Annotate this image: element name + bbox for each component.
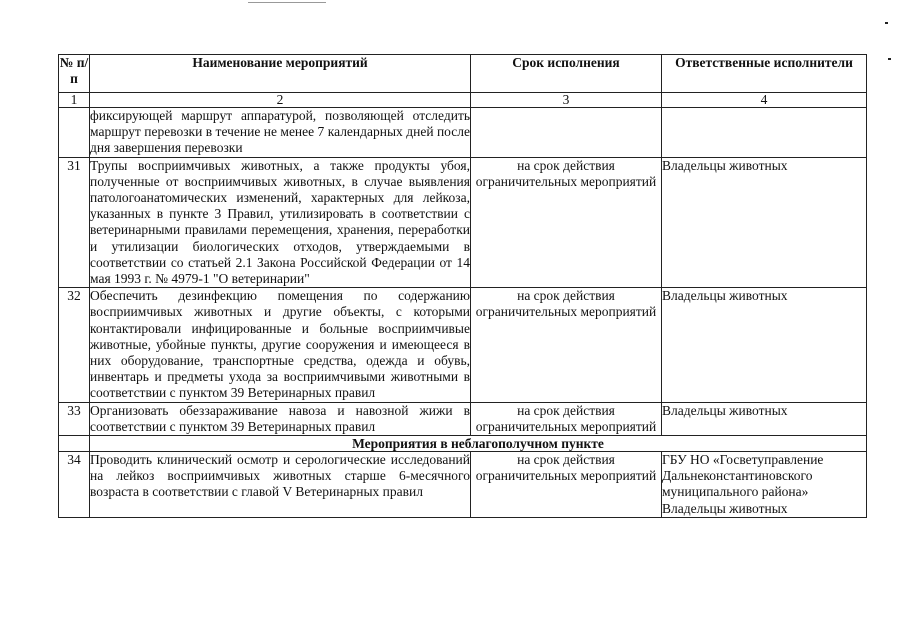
responsible-text (662, 108, 867, 158)
column-numbers-row (59, 93, 867, 108)
scan-mark (885, 22, 888, 24)
measure-text: фиксирующей маршрут аппаратурой, позволяющей отследить маршрут перевозки в течение не менее 7 календарных дней после дня завершения перевозки (90, 108, 470, 156)
deadline-text: на срок действия ограничительных мероприятий (471, 452, 662, 518)
column-number: 2 (90, 93, 471, 108)
table-row (59, 402, 867, 435)
top-scan-line (248, 2, 326, 3)
column-number: 3 (471, 93, 662, 108)
table-header-row (59, 55, 867, 93)
measures-table (58, 54, 867, 518)
measure-text: Трупы восприимчивых животных, а также продукты убоя, полученные от восприимчивых животных, в случае выявления патологоанатомических изменений, характерных для лейкоза, указанных в пункте 3 Правил, утилизировать в соответствии с ветеринарными правилами перемещения, хранения, переработки и утилизации биологических отходов, утверждаемыми в соответствии со статьей 2.1 Закона Российской Федерации от 14 мая 1993 г. № 4979-1 "О ветеринарии" (90, 157, 470, 287)
section-title: Мероприятия в неблагополучном пункте (90, 436, 867, 452)
table-row (59, 288, 867, 402)
deadline-text: на срок действия ограничительных мероприятий (471, 402, 662, 435)
header-deadline: Срок исполнения (471, 55, 662, 93)
row-number: 31 (59, 157, 90, 288)
section-empty-cell (59, 436, 90, 452)
column-number: 4 (662, 93, 867, 108)
header-num: № п/п (59, 55, 90, 93)
row-number (59, 108, 90, 158)
row-number: 34 (59, 452, 90, 518)
measure-text: Организовать обеззараживание навоза и навозной жижи в соответствии с пунктом 39 Ветеринарных правил (90, 402, 470, 434)
column-number: 1 (59, 93, 90, 108)
scan-mark (888, 58, 891, 60)
responsible-text: Владельцы животных (662, 288, 867, 402)
responsible-text: Владельцы животных (662, 402, 867, 435)
row-number: 32 (59, 288, 90, 402)
header-responsible: Ответственные исполнители (662, 55, 867, 93)
deadline-text: на срок действия ограничительных мероприятий (471, 157, 662, 288)
measure-text: Проводить клинический осмотр и серологические исследований на лейкоз восприимчивых животных старше 6-месячного возраста в соответствии с главой V Ветеринарных правил (90, 452, 471, 518)
section-row (59, 436, 867, 452)
table-row (59, 108, 867, 158)
deadline-text: на срок действия ограничительных мероприятий (471, 288, 662, 402)
measure-text: Обеспечить дезинфекцию помещения по содержанию восприимчивых животных и другие объекты, с которыми контактировали инфицированные и больные восприимчивые животные, убойные пункты, другие сооружения и имеющееся в них оборудование, транспортные средства, одежда и обувь, инвентарь и предметы ухода за восприимчивыми животными в соответствии с пунктом 39 Ветеринарных правил (90, 288, 470, 401)
row-number: 33 (59, 402, 90, 435)
table-row (59, 157, 867, 288)
responsible-text: ГБУ НО «Госветуправление Дальнеконстантиновского муниципального района» Владельцы животных (662, 452, 867, 518)
responsible-text: Владельцы животных (662, 157, 867, 288)
deadline-text (471, 108, 662, 158)
header-name: Наименование мероприятий (90, 55, 471, 93)
table-row (59, 452, 867, 518)
